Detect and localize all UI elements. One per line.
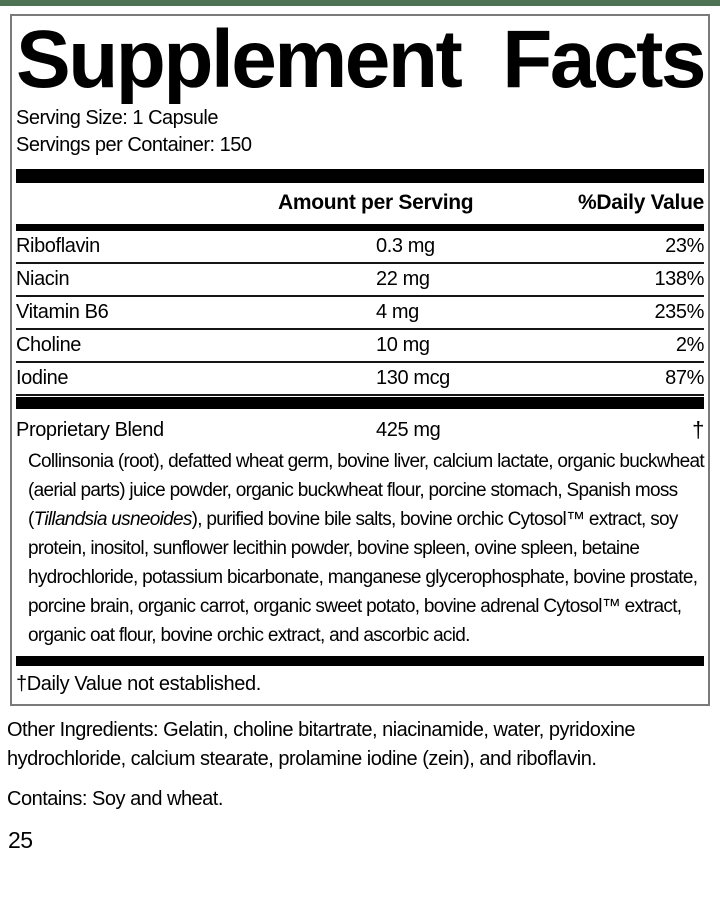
blend-description-text: ), purified bovine bile salts, bovine orchic Cytosol™ extract, soy protein, inositol, sunflower lecithin powder, bovine spleen, ovine spleen, betaine hydrochloride, potassium bicarbonate, manganese glycerophosphate, bovine prostate, porcine brain, organic carrot, organic sweet potato, bovine adrenal Cytosol™ extract, organic oat flour, bovine orchic extract, and ascorbic acid. xyxy=(28,509,698,646)
divider-medium-header xyxy=(16,224,704,231)
label-title-word2: Facts xyxy=(502,14,704,105)
nutrient-daily-value: 23% xyxy=(665,235,704,257)
label-title-word1: Supplement xyxy=(16,14,461,105)
nutrient-name: Niacin xyxy=(16,268,70,290)
nutrient-name: Vitamin B6 xyxy=(16,301,109,323)
allergen-contains: Contains: Soy and wheat. xyxy=(7,788,223,810)
divider-thick-footnote xyxy=(16,656,704,666)
column-header-amount: Amount per Serving xyxy=(278,191,474,214)
nutrient-amount: 10 mg xyxy=(376,334,430,356)
supplement-facts-label xyxy=(10,14,710,706)
nutrient-daily-value: 2% xyxy=(675,334,704,356)
proprietary-blend-row xyxy=(16,409,704,443)
divider-thick-top xyxy=(16,169,704,183)
table-row xyxy=(16,231,704,264)
other-ingredients: Other Ingredients: Gelatin, choline bitartrate, niacinamide, water, pyridoxine hydrochloride, calcium stearate, prolamine iodine (zein), and riboflavin. xyxy=(7,719,636,770)
column-header-daily-value: %Daily Value xyxy=(578,191,704,214)
blend-description-text: Collinsonia (root), defatted wheat germ, bovine liver, calcium lactate, organic buckwheat (aerial parts) juice powder, organic buckwheat flour, porcine stomach, Spanish moss ( xyxy=(28,451,704,530)
table-row xyxy=(16,330,704,363)
label-title xyxy=(16,14,704,105)
nutrient-daily-value: 87% xyxy=(665,367,704,389)
nutrient-amount: 22 mg xyxy=(376,268,430,290)
table-row xyxy=(16,264,704,297)
table-column-headers xyxy=(16,183,704,224)
nutrient-daily-value: 235% xyxy=(654,301,704,323)
nutrient-name: Riboflavin xyxy=(16,235,100,257)
table-row xyxy=(16,297,704,330)
divider-thick-blend xyxy=(16,397,704,409)
nutrient-amount: 0.3 mg xyxy=(376,235,435,257)
proprietary-blend-amount: 425 mg xyxy=(376,418,441,441)
nutrient-amount: 130 mcg xyxy=(376,367,450,389)
nutrient-name: Choline xyxy=(16,334,82,356)
blend-description-latin-name: Tillandsia usneoides xyxy=(33,509,192,530)
proprietary-blend-dagger: † xyxy=(692,417,704,442)
table-row xyxy=(16,363,704,396)
serving-size: Serving Size: 1 Capsule xyxy=(16,107,218,129)
nutrient-daily-value: 138% xyxy=(654,268,704,290)
servings-per-container: Servings per Container: 150 xyxy=(16,134,252,156)
proprietary-blend-name: Proprietary Blend xyxy=(16,418,164,441)
serving-info xyxy=(16,105,704,159)
proprietary-blend-description xyxy=(16,443,704,650)
nutrient-amount: 4 mg xyxy=(376,301,419,323)
daily-value-footnote: †Daily Value not established. xyxy=(16,673,261,695)
nutrient-name: Iodine xyxy=(16,367,69,389)
top-accent-bar xyxy=(0,0,720,6)
page-number: 25 xyxy=(8,827,33,853)
